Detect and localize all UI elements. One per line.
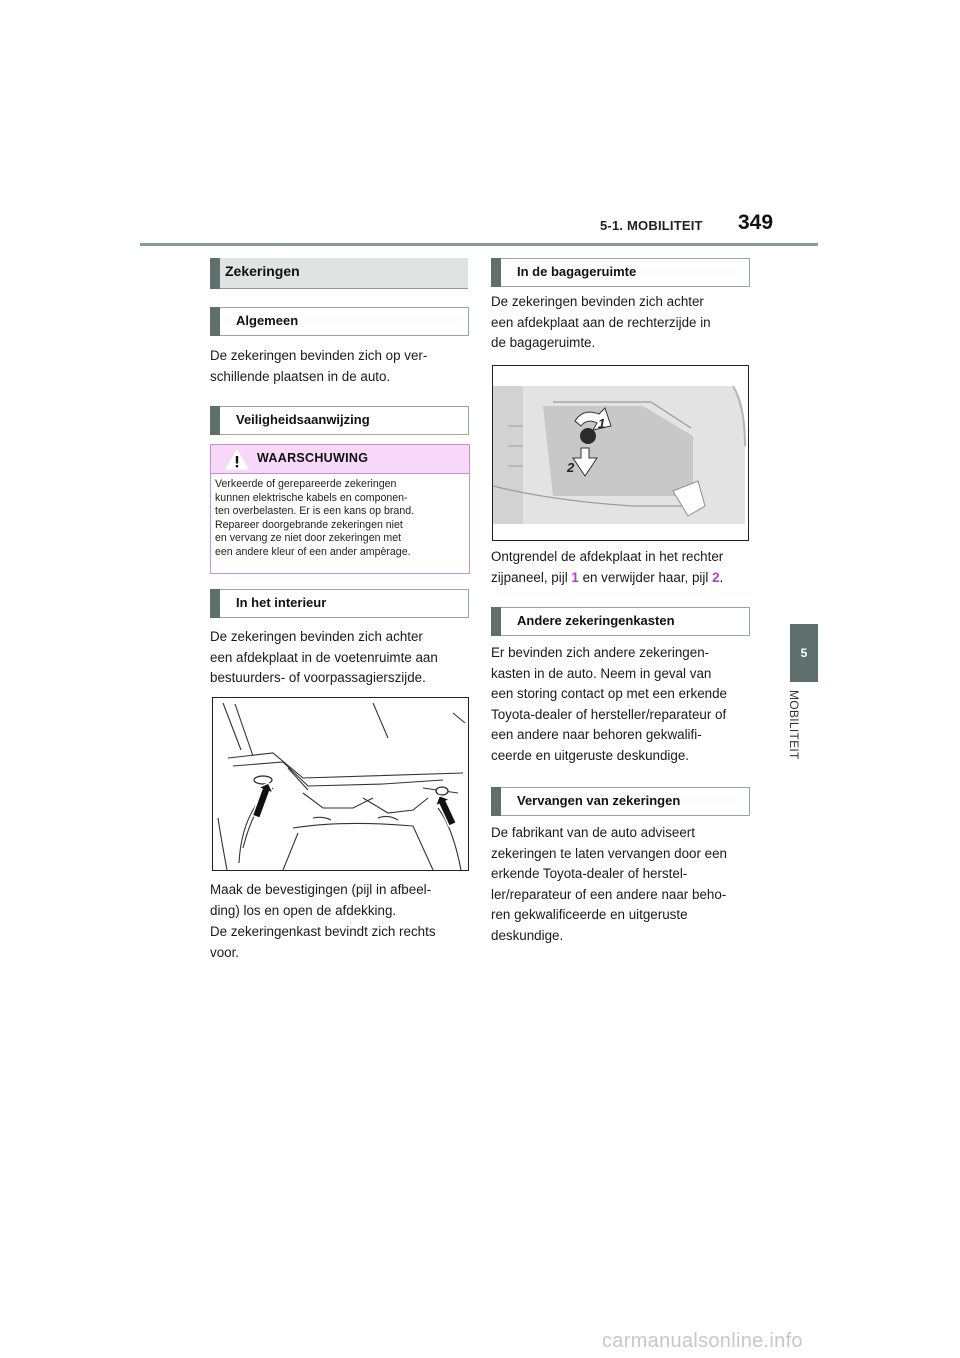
text-line-with-refs [491, 568, 756, 589]
text-line: Toyota-dealer of hersteller/reparateur of [491, 706, 727, 722]
paragraph-algemeen [210, 346, 470, 387]
heading-zekeringen [210, 258, 468, 289]
subheading-interieur [210, 589, 469, 618]
text-line: De zekeringenkast bevindt zich rechts [210, 924, 436, 939]
subheading-text: In het interieur [236, 595, 327, 610]
warning-line: Repareer doorgebrande zekeringen niet [215, 518, 403, 531]
warning-line: en vervang ze niet door zekeringen met [215, 532, 402, 545]
paragraph-fusebox-location [210, 922, 472, 963]
footwell-illustration [213, 698, 468, 870]
paragraph-bagage [491, 292, 753, 354]
subheading-text: Algemeen [236, 313, 299, 328]
chapter-label-text: MOBILITEIT [787, 690, 801, 760]
paragraph-interieur [210, 627, 472, 689]
warning-line: Verkeerde of gerepareerde zekeringen [215, 478, 397, 490]
subheading-vervangen [491, 787, 750, 816]
text-line: erkende Toyota-dealer of herstel- [491, 866, 688, 881]
subheading-bar [491, 787, 501, 816]
trunk-arrow-label-1: 1 [598, 416, 606, 431]
paragraph-andere [491, 643, 756, 766]
subheading-text: Vervangen van zekeringen [517, 793, 681, 808]
text-line: deskundige. [491, 927, 564, 943]
chapter-label [781, 690, 813, 790]
header-divider [140, 243, 818, 246]
subheading-text: Andere zekeringenkasten [517, 613, 675, 628]
subheading-veiligheid [210, 406, 469, 435]
warning-triangle-icon [225, 449, 249, 470]
subheading-algemeen [210, 307, 469, 336]
text-line: De zekeringen bevinden zich achter [210, 629, 423, 644]
text-line: Ontgrendel de afdekplaat in het rechter [491, 549, 724, 564]
text-line: een afdekplaat in de voetenruimte aan [210, 649, 438, 665]
warning-title: WAARSCHUWING [257, 451, 369, 465]
figure-trunk [492, 365, 749, 541]
watermark-link[interactable]: carmanualsonline.info [602, 1330, 803, 1352]
text-line: een storing contact op met een erkende [491, 686, 727, 701]
paragraph-after-figure [210, 880, 472, 921]
subheading-andere [491, 607, 750, 636]
text-line: schillende plaatsen in de auto. [210, 368, 391, 384]
paragraph-vervangen [491, 823, 756, 946]
caption-text: . [719, 569, 724, 585]
text-line: De fabrikant van de auto adviseert [491, 825, 695, 840]
ref-arrow-2: 2 [712, 569, 720, 585]
text-line: zekeringen te laten vervangen door een [491, 845, 727, 861]
subheading-bar [210, 589, 220, 618]
text-line: ren gekwalificeerde en uitgeruste [491, 907, 688, 922]
caption-text: en verwijder haar, pijl [578, 569, 713, 585]
warning-line: kunnen elektrische kabels en componen- [215, 491, 408, 504]
subheading-bagage [491, 258, 750, 287]
warning-box [210, 444, 470, 574]
paragraph-trunk-caption [491, 547, 756, 588]
ref-arrow-1: 1 [571, 569, 579, 585]
figure-footwell [212, 697, 469, 871]
warning-line: ten overbelasten. Er is een kans op brand. [215, 505, 415, 518]
subheading-bar [210, 406, 220, 435]
text-line: ler/reparateur of een andere naar beho- [491, 886, 727, 902]
subheading-text: Veiligheidsaanwijzing [236, 412, 370, 427]
heading-bar [210, 258, 220, 289]
subheading-text: In de bagageruimte [517, 264, 637, 279]
warning-body [215, 478, 465, 560]
text-line: kasten in de auto. Neem in geval van [491, 665, 712, 681]
text-line: Er bevinden zich andere zekeringen- [491, 645, 710, 660]
text-line: voor. [210, 944, 240, 960]
trunk-illustration [493, 366, 748, 540]
text-line: ceerde en uitgeruste deskundige. [491, 747, 690, 763]
text-line: De zekeringen bevinden zich achter [491, 294, 704, 309]
caption-text: zijpaneel, pijl [491, 569, 572, 585]
subheading-bar [210, 307, 220, 336]
warning-line: een andere kleur of een ander ampèrage. [215, 545, 411, 558]
section-title: 5-1. MOBILITEIT [600, 218, 703, 233]
subheading-bar [491, 607, 501, 636]
text-line: een afdekplaat aan de rechterzijde in [491, 314, 711, 330]
text-line: een andere naar behoren gekwalifi- [491, 727, 702, 742]
text-line: De zekeringen bevinden zich op ver- [210, 348, 428, 363]
subheading-bar [491, 258, 501, 287]
heading-text: Zekeringen [225, 263, 300, 279]
trunk-arrow-label-2: 2 [567, 460, 575, 475]
chapter-tab: 5 [790, 624, 818, 682]
text-line: ding) los en open de afdekking. [210, 902, 397, 918]
text-line: Maak de bevestigingen (pijl in afbeel- [210, 882, 432, 897]
text-line: de bagageruimte. [491, 335, 596, 350]
warning-header [211, 445, 469, 474]
text-line: bestuurders- of voorpassagierszijde. [210, 670, 426, 685]
page-number: 349 [738, 211, 774, 234]
